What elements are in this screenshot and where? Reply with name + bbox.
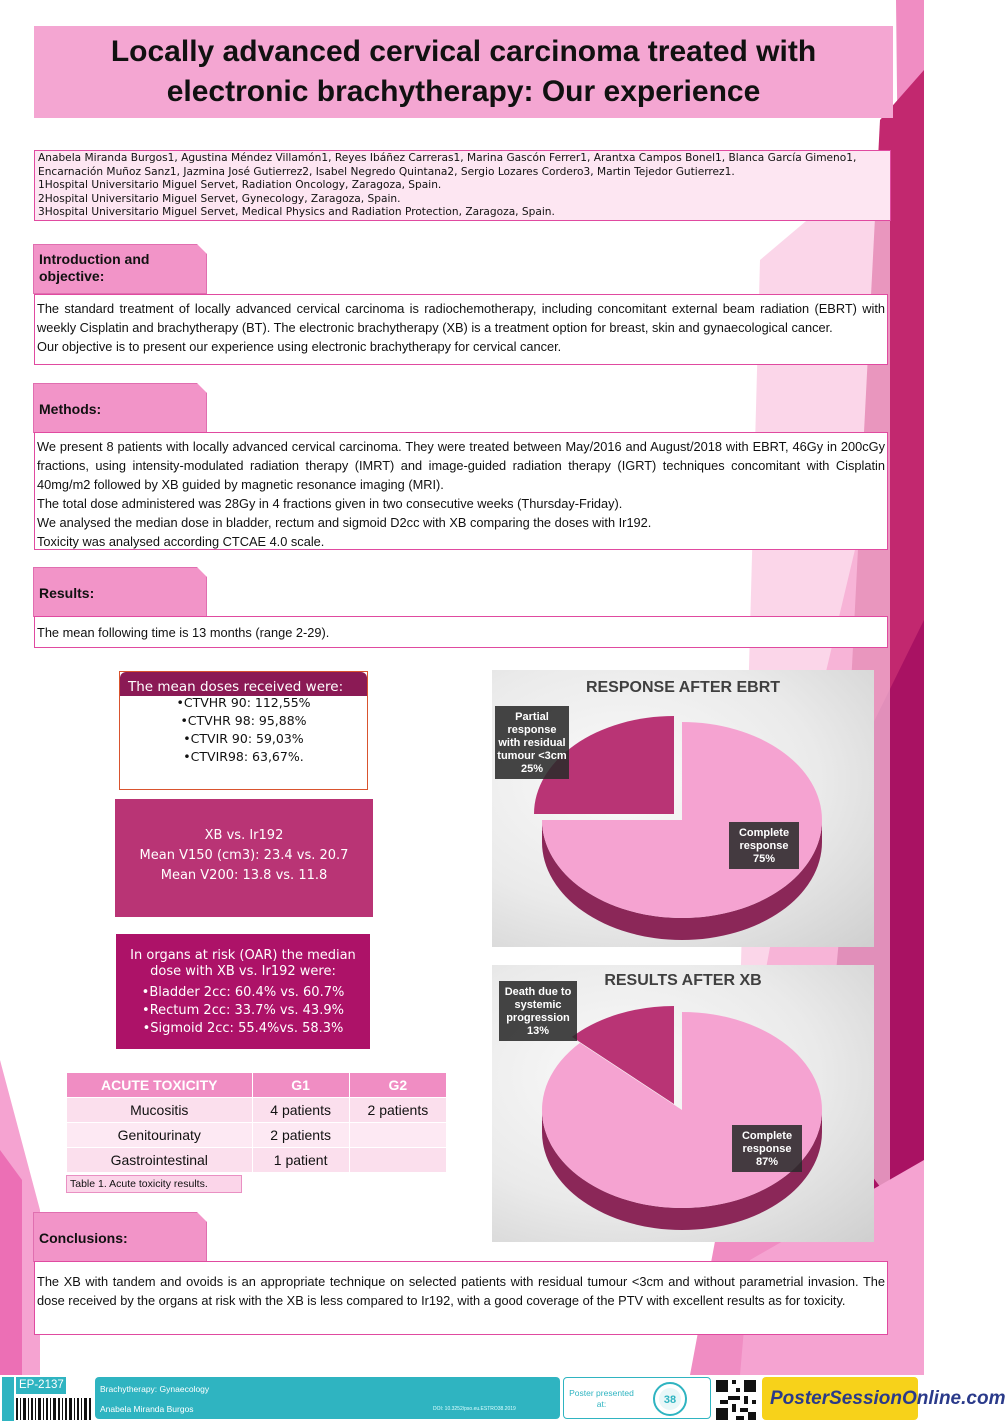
results-heading: Results:	[33, 567, 207, 617]
oar-item: •Bladder 2cc: 60.4% vs. 60.7%	[141, 985, 345, 1000]
dose-item: •CTVHR 98: 95,88%	[180, 713, 307, 728]
pie-data-label	[732, 1125, 802, 1172]
table-row	[67, 1098, 446, 1122]
author-list: Anabela Miranda Burgos1, Agustina Méndez Villamón1, Reyes Ibáñez Carreras1, Marina Gascón Ferrer1, Arantxa Campos Bonel1, Blanca García Gimeno1, Encarnación Muñoz Sanz1, Jazmina José Gutierrez2, Isabel Negredo Quintana2, Sergio Lozares Cordero3, Martin Tejedor Gutierrez1.	[38, 152, 857, 178]
svg-text:response: response	[739, 840, 789, 852]
dose-item: •CTVIR98: 63,67%.	[183, 749, 304, 764]
footer-info-bar	[95, 1377, 560, 1419]
chart-title: RESULTS AFTER XB	[604, 972, 762, 989]
conclusions-paragraph: The XB with tandem and ovoids is an appropriate technique on selected patients with residual tumour <3cm and without parametrial invasion. The dose received by the organs at risk with the XB is less compared to Ir192, with a good coverage of the PTV with excellent results as for toxicity.	[37, 1274, 885, 1308]
ebrt-response-chart	[492, 670, 874, 947]
svg-text:Partial: Partial	[515, 711, 549, 723]
svg-text:systemic: systemic	[514, 999, 562, 1011]
mean-doses-heading: The mean doses received were:	[120, 672, 367, 696]
svg-text:38: 38	[663, 1394, 677, 1406]
estro-congress-logo-icon	[646, 1381, 694, 1417]
table-row	[67, 1148, 446, 1172]
chart-title: RESPONSE AFTER EBRT	[585, 679, 781, 696]
intro-paragraph: The standard treatment of locally advanced cervical carcinoma is radiochemotherapy, including concomitant external beam radiation (EBRT) with weekly Cisplatin and brachytherapy (BT). The electronic brachytherapy (XB) is a treatment option for breast, skin and gynaecological cancer.	[37, 301, 885, 335]
affiliation-3: 3Hospital Universitario Miguel Servet, Medical Physics and Radiation Protection, Zaragoza, Spain.	[38, 206, 555, 218]
oar-intro: In organs at risk (OAR) the median dose with XB vs. Ir192 were:	[130, 948, 356, 979]
svg-text:with residual: with residual	[498, 737, 566, 749]
results-paragraph: The mean following time is 13 months (range 2-29).	[37, 625, 330, 640]
poster-code-block	[2, 1377, 92, 1421]
affiliation-1: 1Hospital Universitario Miguel Servet, Radiation Oncology, Zaragoza, Spain.	[38, 179, 442, 191]
svg-text:87%: 87%	[755, 1156, 779, 1168]
table-row	[67, 1123, 446, 1147]
presented-at-label: Poster presented at:	[569, 1388, 634, 1409]
mean-doses-box	[119, 671, 368, 790]
footer-author: Anabela Miranda Burgos	[100, 1404, 194, 1414]
xb-results-chart	[492, 965, 874, 1242]
svg-text:tumour <3cm: tumour <3cm	[497, 750, 567, 762]
table-cell: 2 patients	[253, 1123, 349, 1147]
svg-text:Death due to: Death due to	[504, 986, 572, 998]
svg-text:Complete: Complete	[738, 827, 790, 839]
qr-code-icon[interactable]	[716, 1380, 756, 1420]
presented-at-block	[563, 1377, 711, 1419]
table-header: ACUTE TOXICITY	[67, 1073, 252, 1097]
oar-item: •Sigmoid 2cc: 55.4%vs. 58.3%	[142, 1021, 344, 1036]
methods-paragraph: Toxicity was analysed according CTCAE 4.0 scale.	[37, 534, 325, 549]
svg-text:Complete: Complete	[741, 1130, 793, 1142]
xb-line: Mean V200: 13.8 vs. 11.8	[160, 868, 328, 883]
methods-paragraph: We analysed the median dose in bladder, rectum and sigmoid D2cc with XB comparing the doses with Ir192.	[37, 515, 652, 530]
table-cell: 1 patient	[253, 1148, 349, 1172]
ebrt-response-pie	[492, 670, 874, 947]
xb-results-pie	[492, 965, 874, 1242]
affiliation-2: 2Hospital Universitario Miguel Servet, Gynecology, Zaragoza, Spain.	[38, 192, 401, 205]
acute-toxicity-table	[66, 1072, 447, 1173]
table-cell: 4 patients	[253, 1098, 349, 1122]
oar-dose-box	[116, 934, 370, 1049]
conclusions-heading: Conclusions:	[33, 1212, 207, 1262]
table-header-row	[67, 1073, 446, 1097]
pie-data-label	[495, 706, 569, 779]
intro-paragraph: Our objective is to present our experience using electronic brachytherapy for cervical cancer.	[37, 339, 562, 354]
methods-paragraph: We present 8 patients with locally advanced cervical carcinoma. They were treated between May/2016 and August/2018 with EBRT, 46Gy in 200cGy fractions, using intensity-modulated radiation therapy (IMRT) and image-guided radiation therapy (IGRT) techniques concomitant with Cisplatin 40mg/m2 followed by XB guided by magnetic resonance imaging (MRI).	[37, 439, 885, 492]
oar-item: •Rectum 2cc: 33.7% vs. 43.9%	[142, 1003, 344, 1018]
poster-session-online-logo[interactable]: PosterSessionOnline.com	[762, 1377, 918, 1420]
conclusions-body	[34, 1261, 888, 1335]
svg-text:response: response	[507, 724, 557, 736]
poster-title-box	[34, 26, 893, 118]
methods-heading: Methods:	[33, 383, 207, 433]
intro-heading: Introduction and objective:	[33, 244, 207, 294]
table-header: G1	[253, 1073, 349, 1097]
dose-item: •CTVHR 90: 112,55%	[176, 695, 311, 710]
barcode-icon	[16, 1398, 92, 1420]
table-cell	[350, 1123, 446, 1147]
footer-category: Brachytherapy: Gynaecology	[100, 1384, 210, 1394]
svg-text:progression: progression	[506, 1012, 570, 1024]
svg-text:75%: 75%	[752, 853, 776, 865]
footer-doi: DOI: 10.3252/pso.eu.ESTRO38.2019	[433, 1406, 516, 1412]
poster-title: Locally advanced cervical carcinoma treated with electronic brachytherapy: Our experience	[110, 35, 817, 108]
authors-block	[34, 150, 891, 221]
table-cell: Genitourinaty	[67, 1123, 252, 1147]
table-caption: Table 1. Acute toxicity results.	[66, 1175, 242, 1193]
mean-doses-list	[120, 694, 367, 766]
xb-line: XB vs. Ir192	[204, 828, 284, 843]
pie-data-label	[499, 981, 577, 1041]
table-cell: 2 patients	[350, 1098, 446, 1122]
svg-text:25%: 25%	[520, 763, 544, 775]
methods-paragraph: The total dose administered was 28Gy in 4 fractions given in two consecutive weeks (Thursday-Friday).	[37, 496, 623, 511]
results-body	[34, 616, 888, 648]
svg-text:13%: 13%	[526, 1025, 550, 1037]
poster-code: EP-2137	[16, 1377, 66, 1394]
table-cell	[350, 1148, 446, 1172]
table-cell: Mucositis	[67, 1098, 252, 1122]
table-cell: Gastrointestinal	[67, 1148, 252, 1172]
svg-text:response: response	[742, 1143, 792, 1155]
pie-data-label	[729, 822, 799, 869]
dose-item: •CTVIR 90: 59,03%	[183, 731, 304, 746]
methods-body	[34, 432, 888, 550]
xb-line: Mean V150 (cm3): 23.4 vs. 20.7	[139, 848, 349, 863]
intro-body	[34, 294, 888, 365]
xb-vs-ir192-box	[115, 799, 373, 917]
table-header: G2	[350, 1073, 446, 1097]
